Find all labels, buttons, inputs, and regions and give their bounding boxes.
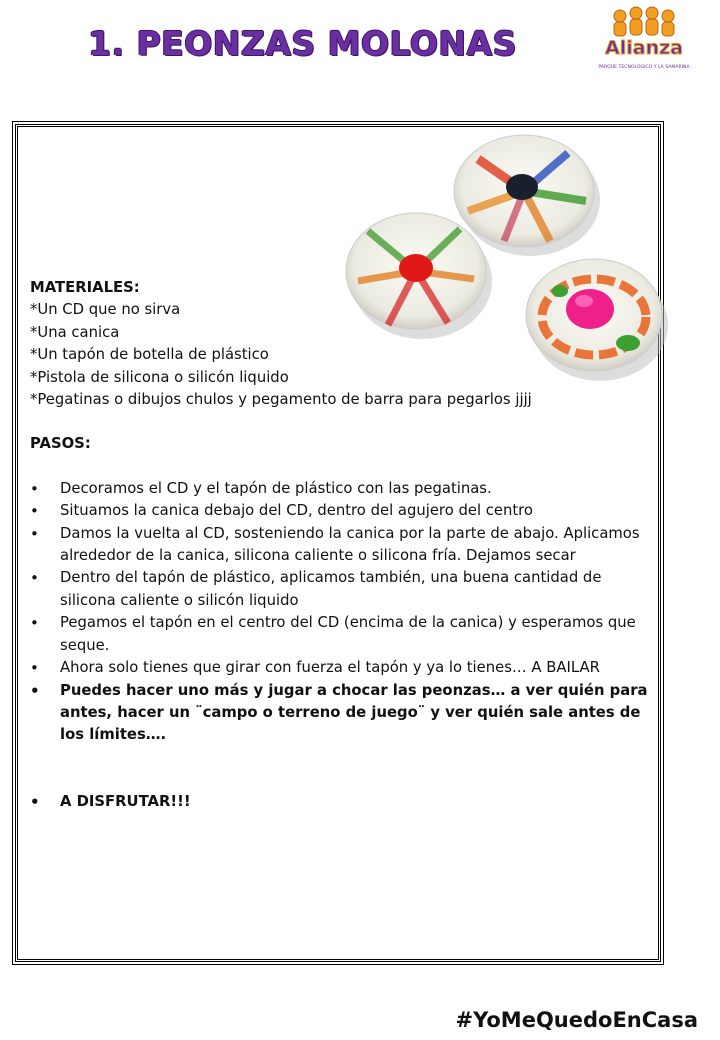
alianza-logo [598,4,690,76]
step-item: • Pegamos el tapón en el centro del CD (encima de la canica) y esperamos que seque. [30,612,650,657]
cd-top-blue-icon [454,135,600,256]
svg-text:Alianza: Alianza [605,37,683,59]
materials-heading: MATERIALES: [30,279,140,296]
steps-heading: PASOS: [30,435,91,453]
final-step: • A DISFRUTAR!!! [30,791,650,813]
page-title: 1. PEONZAS MOLONAS [88,24,517,63]
material-item: *Pegatinas o dibujos chulos y pegamento de barra para pegarlos jjjj [30,391,532,409]
steps-list [30,478,650,813]
alianza-logo-icon [598,4,690,76]
svg-text:PARQUE TECNOLÓGICO Y LA SAMARI: PARQUE TECNOLÓGICO Y LA SAMARINA [598,65,690,70]
material-item: *Un tapón de botella de plástico [30,346,269,364]
material-item: *Un CD que no sirva [30,301,181,319]
material-item: *Una canica [30,323,120,341]
instructions-card [15,124,661,962]
instructions-content [30,277,650,813]
step-item: • Situamos la canica debajo del CD, dentro del agujero del centro [30,500,650,522]
step-item-bold: • Puedes hacer uno más y jugar a chocar las peonzas… a ver quién para antes, hacer un ¨campo o terreno de juego¨ y ver quién sale antes de los límites…. [30,680,650,747]
step-item: • Dentro del tapón de plástico, aplicamos también, una buena cantidad de silicona caliente o silicón liquido [30,567,650,612]
step-item: • Decoramos el CD y el tapón de plástico con las pegatinas. [30,478,650,500]
material-item: *Pistola de silicona o silicón liquido [30,368,289,386]
step-item: • Damos la vuelta al CD, sosteniendo la canica por la parte de abajo. Aplicamos alrededor de la canica, silicona caliente o silicona fría. Dejamos secar [30,523,650,568]
hashtag: #YoMeQuedoEnCasa [455,1008,698,1032]
step-item: • Ahora solo tienes que girar con fuerza el tapón y ya lo tienes… A BAILAR [30,657,650,679]
